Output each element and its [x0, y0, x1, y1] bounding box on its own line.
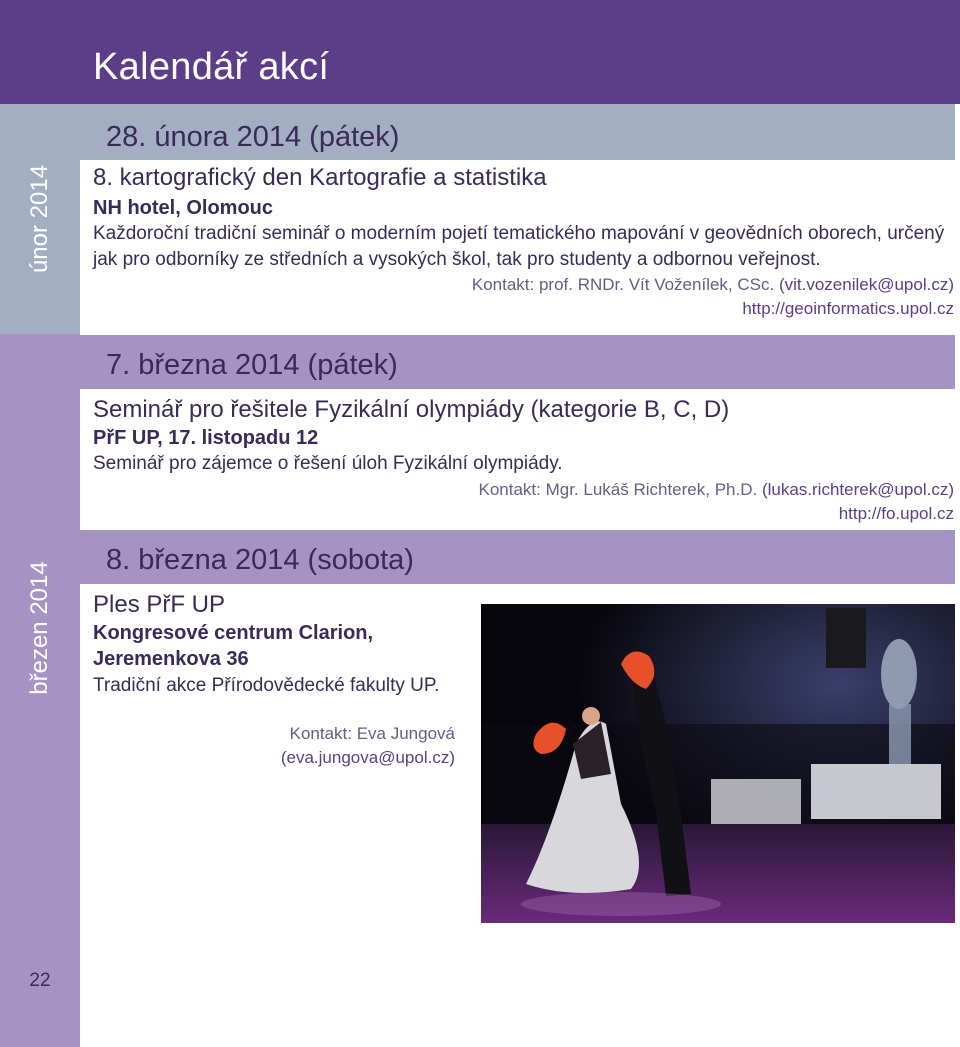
contact-name: Kontakt: prof. RNDr. Vít Voženílek, CSc. [471, 275, 775, 294]
contact-email-link[interactable] [281, 748, 455, 768]
page-number: 22 [29, 970, 51, 991]
contact-email-link[interactable]: (vit.vozenilek@upol.cz) [778, 275, 954, 294]
event-date: 8. března 2014 (sobota) [106, 544, 414, 576]
event-title: Seminář pro řešitele Fyzikální olympiády (kategorie B, C, D) [93, 396, 730, 423]
event-place: PřF UP, 17. listopadu 12 [93, 427, 319, 449]
event-description: Každoroční tradiční seminář o moderním pojetí tematického mapování v geovědních oborech, určený jak pro odborníky ze středních a vysokých škol, tak pro studenty a odbornou veřejnost. [93, 223, 945, 270]
ball-photo-illustration [481, 604, 955, 923]
event-website-link[interactable]: http://fo.upol.cz [838, 504, 954, 523]
event-contact [478, 480, 954, 500]
ball-dancers-photo [481, 604, 955, 923]
event-description: Seminář pro zájemce o řešení úloh Fyzikální olympiády. [93, 453, 563, 474]
event-date: 28. února 2014 (pátek) [106, 121, 400, 153]
event-date: 7. března 2014 (pátek) [106, 349, 398, 381]
event-place-line-1: Kongresové centrum Clarion, [93, 622, 374, 644]
contact-email-link[interactable]: (lukas.richterek@upol.cz) [761, 480, 954, 499]
event-place-line-2: Jeremenkova 36 [93, 648, 249, 670]
contact-name: Kontakt: Eva Jungová [289, 724, 455, 743]
event-date-bar [80, 530, 955, 584]
sidebar-march [0, 334, 80, 1047]
event-contact [472, 275, 954, 295]
month-label-march: březen 2014 [26, 561, 53, 695]
event-place: NH hotel, Olomouc [93, 197, 273, 219]
sidebar-february [0, 104, 80, 334]
event-website-link[interactable]: http://geoinformatics.upol.cz [742, 299, 954, 318]
contact-name: Kontakt: Mgr. Lukáš Richterek, Ph.D. [478, 480, 758, 499]
event-title: Ples PřF UP [93, 591, 226, 618]
event-date-bar [80, 104, 955, 160]
event-title: 8. kartografický den Kartografie a statistika [93, 164, 547, 191]
event-description: Tradiční akce Přírodovědecké fakulty UP. [93, 675, 440, 696]
page-title: Kalendář akcí [93, 46, 330, 88]
event-date-bar [80, 335, 955, 389]
contact-email[interactable]: (eva.jungova@upol.cz) [280, 748, 455, 767]
month-label-february: únor 2014 [26, 164, 53, 274]
